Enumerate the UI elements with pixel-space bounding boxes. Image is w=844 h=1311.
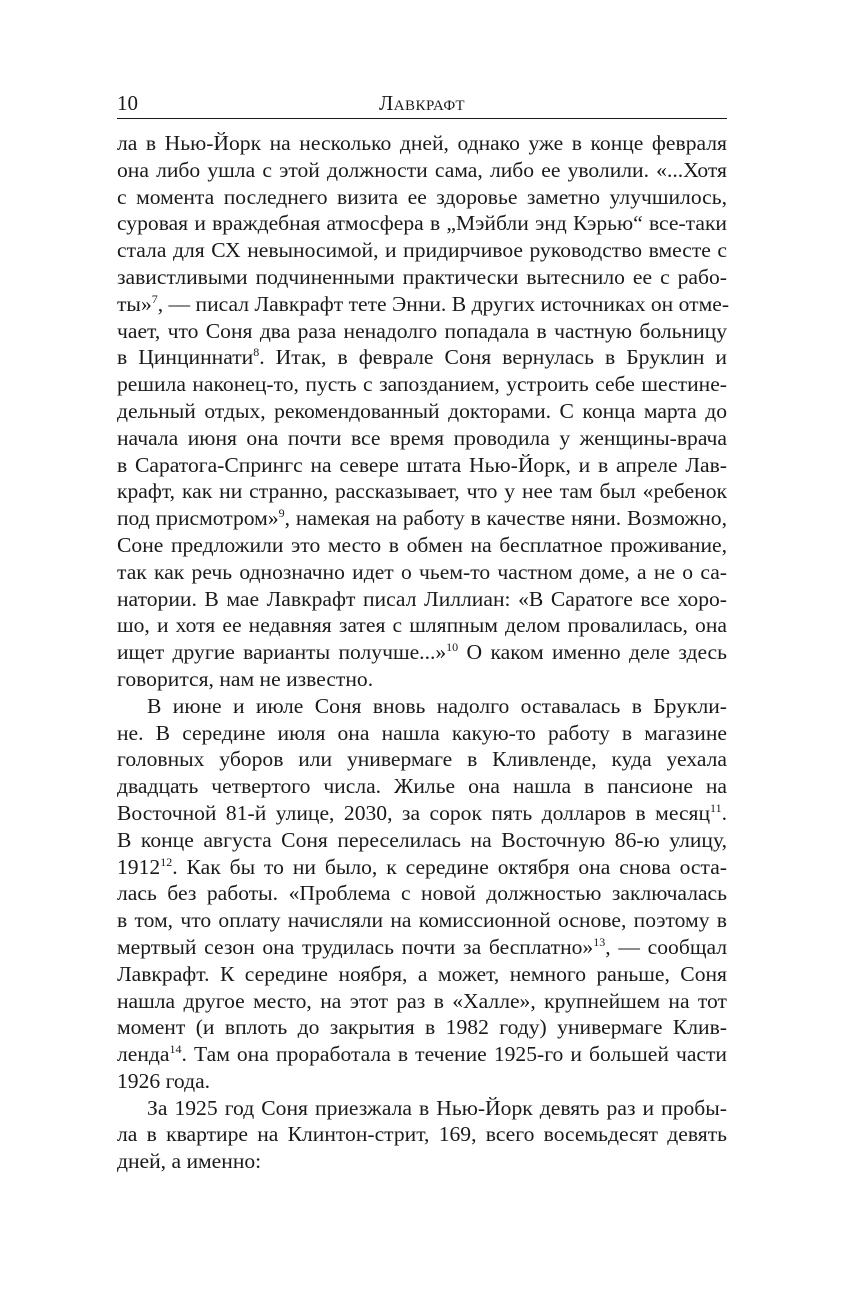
text-line (117, 907, 727, 934)
footnote-marker: 14 (169, 1042, 182, 1057)
text-line (117, 1095, 727, 1122)
footnote-marker: 8 (253, 345, 260, 360)
text-run: О каком именно деле здесь (458, 640, 727, 665)
text-run: нашла другое место, на этот раз в «Халле», крупнейшем на тот (117, 988, 727, 1013)
text-line (117, 532, 727, 559)
text-line (117, 1148, 727, 1175)
text-line (117, 854, 727, 881)
text-line (117, 425, 727, 452)
text-run: под присмотром» (117, 506, 279, 531)
text-line (117, 398, 727, 425)
text-line (117, 1014, 727, 1041)
text-run: с момента последнего визита ее здоровье заметно улучшилось, (117, 184, 727, 209)
text-line (117, 505, 727, 532)
text-run: завистливыми подчиненными практически вытеснило ее с рабо- (117, 264, 727, 289)
text-line (117, 184, 727, 211)
text-run: лась без работы. «Проблема с новой должностью заключалась (117, 881, 727, 906)
text-run: мертвый сезон она трудилась почти за бесплатно» (117, 934, 594, 959)
paragraph (117, 130, 730, 693)
book-page (117, 88, 730, 1175)
text-line (117, 1068, 727, 1095)
footnote-marker: 7 (151, 291, 158, 306)
text-run: Соне предложили это место в обмен на бесплатное проживание, (117, 532, 727, 557)
text-run: двадцать четвертого числа. Жилье она нашла в пансионе на (117, 774, 727, 799)
text-line (117, 639, 727, 666)
text-run: она либо ушла с этой должности сама, либо ее уволили. «...Хотя (117, 157, 727, 182)
text-run: ты» (117, 291, 152, 316)
text-run: . (721, 800, 727, 825)
text-run: В конце августа Соня переселилась на Восточную 86-ю улицу, (117, 827, 727, 852)
text-line (117, 720, 727, 747)
text-run: , — писал Лавкрафт тете Энни. В других источниках он отме- (157, 291, 730, 316)
footnote-marker: 12 (160, 854, 173, 869)
text-run: говорится, нам не известно. (117, 666, 374, 691)
running-title: Лавкрафт (378, 91, 466, 115)
text-run: ла в Нью-Йорк на несколько дней, однако уже в конце февраля (117, 131, 727, 155)
body-text (117, 130, 730, 1175)
text-line (117, 800, 727, 827)
text-line (117, 371, 727, 398)
text-run: ла в квартире на Клинтон-стрит, 169, всего восемьдесят девять (117, 1122, 727, 1147)
page-number: 10 (117, 91, 138, 115)
footnote-marker: 11 (710, 800, 722, 815)
paragraph (117, 1095, 727, 1175)
text-run: 1912 (117, 854, 161, 879)
text-line (117, 988, 727, 1015)
text-run: в том, что оплату начисляли на комиссионной основе, поэтому в (117, 908, 727, 933)
text-line (117, 157, 727, 184)
text-line (117, 452, 727, 479)
text-run: . Итак, в феврале Соня вернулась в Бруклин и (259, 345, 727, 370)
footnote-marker: 13 (593, 934, 606, 949)
text-run: шо, и хотя ее недавняя затея с шляпным делом провалилась, она (117, 613, 727, 638)
text-run: чает, что Соня два раза ненадолго попадала в частную больницу (117, 318, 727, 343)
text-line (117, 291, 730, 318)
text-line (117, 1121, 727, 1148)
text-run: 1926 года. (117, 1068, 211, 1093)
text-run: так как речь однозначно идет о чьем-то частном доме, а не о са- (117, 559, 727, 584)
text-line (117, 880, 727, 907)
footnote-marker: 9 (278, 506, 285, 521)
text-run: ленда (117, 1042, 170, 1067)
text-run: . Там она проработала в течение 1925-го и большей части (181, 1042, 727, 1067)
text-run: момент (и вплоть до закрытия в 1982 году) универмаге Клив- (117, 1015, 727, 1040)
text-line (117, 237, 727, 264)
text-run: решила наконец-то, пусть с запозданием, устроить себе шестине- (117, 372, 727, 397)
text-run: За 1925 год Соня приезжала в Нью-Йорк девять раз и пробы- (147, 1095, 727, 1120)
text-run: дельный отдых, рекомендованный докторами. С конца марта до (117, 398, 727, 423)
text-line (117, 1041, 727, 1068)
text-line (117, 318, 727, 345)
text-line (117, 746, 727, 773)
text-line (117, 773, 727, 800)
text-run: начала июня она почти все время проводила у женщины-врача (117, 425, 727, 450)
text-line (117, 666, 727, 693)
page-header (117, 88, 727, 119)
text-run: . Как бы то ни было, к середине октября она снова оста- (172, 854, 727, 879)
text-run: в Саратога-Спрингс на севере штата Нью-Йорк, и в апреле Лав- (117, 452, 727, 477)
text-line (117, 344, 727, 371)
text-line (117, 210, 727, 237)
text-run: головных уборов или универмаге в Кливленде, куда уехала (117, 747, 727, 772)
text-run: крафт, как ни странно, рассказывает, что у нее там был «ребенок (117, 479, 727, 504)
text-run: ищет другие варианты получше...» (117, 640, 447, 665)
text-line (117, 934, 727, 961)
text-line (117, 827, 727, 854)
text-run: натории. В мае Лавкрафт писал Лиллиан: «В Саратоге все хоро- (117, 586, 727, 611)
text-run: не. В середине июля она нашла какую-то работу в магазине (117, 720, 727, 745)
text-run: дней, а именно: (117, 1149, 262, 1174)
text-line (117, 612, 727, 639)
text-run: Лавкрафт. К середине ноября, а может, немного раньше, Соня (117, 961, 727, 986)
text-run: стала для СХ невыносимой, и придирчивое руководство вместе с (117, 238, 727, 263)
text-line (117, 586, 727, 613)
text-run: Восточной 81-й улице, 2030, за сорок пять долларов в месяц (117, 800, 711, 825)
text-run: , намекая на работу в качестве няни. Возможно, (284, 506, 727, 531)
text-line (117, 559, 727, 586)
text-line (117, 693, 727, 720)
text-line (117, 961, 727, 988)
text-run: в Цинциннати (117, 345, 254, 370)
text-line (117, 130, 727, 157)
paragraph (117, 693, 727, 1095)
text-run: В июне и июле Соня вновь надолго оставалась в Брукли- (147, 693, 727, 718)
footnote-marker: 10 (446, 640, 459, 655)
text-run: суровая и враждебная атмосфера в „Мэйбли энд Кэрью“ все-таки (117, 211, 727, 236)
text-line (117, 264, 727, 291)
text-line (117, 478, 727, 505)
text-run: , — сообщал (605, 934, 727, 959)
